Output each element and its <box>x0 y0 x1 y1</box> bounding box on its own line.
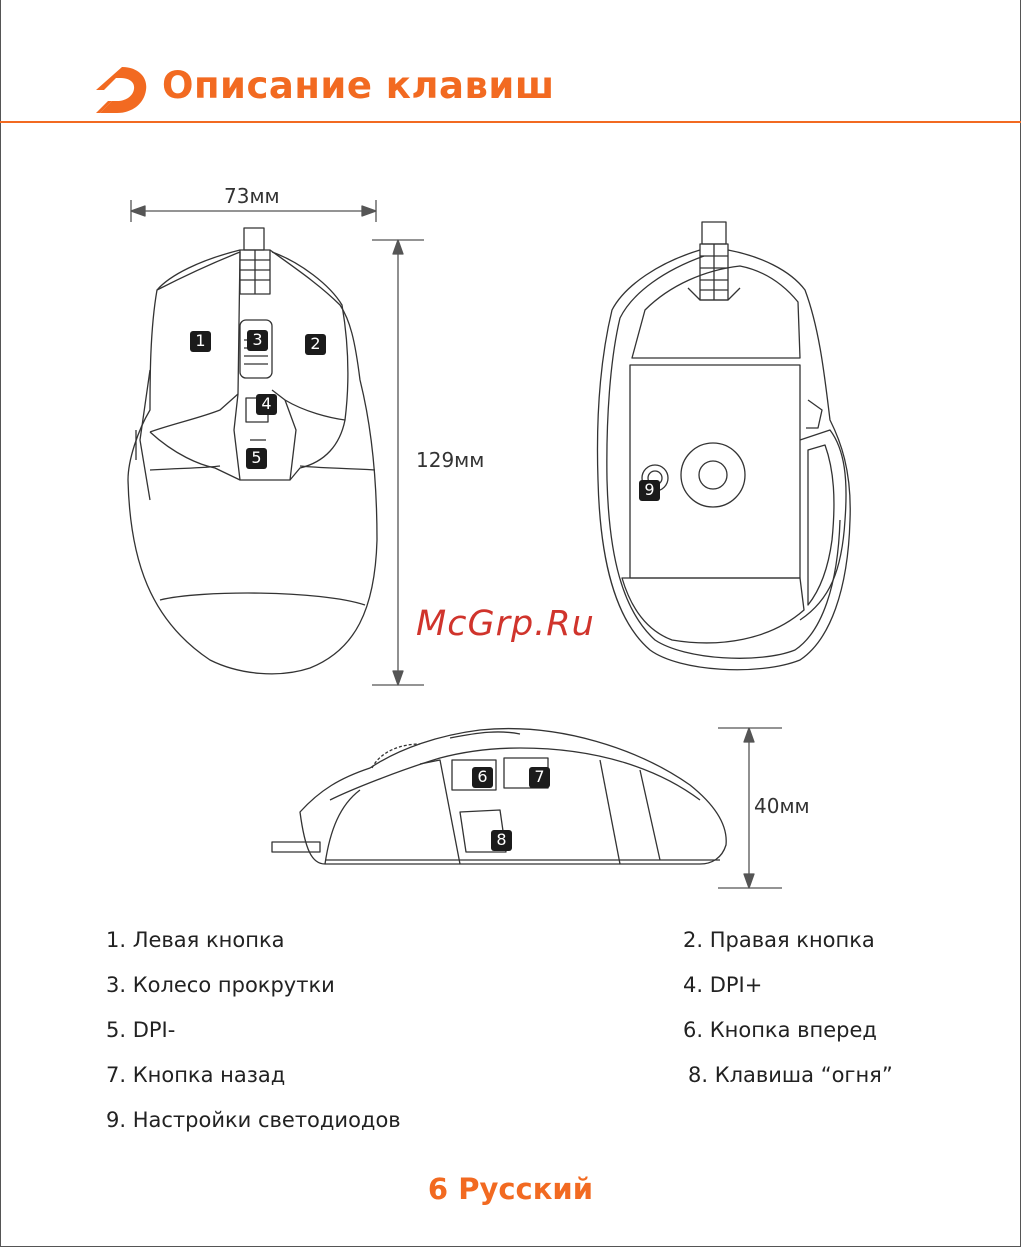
length-dimension-label: 129мм <box>416 448 485 472</box>
width-dimension-label: 73мм <box>224 184 280 208</box>
callout-badge-3: 3 <box>247 330 268 351</box>
legend-item-dpi-minus: 5. DPI- <box>106 1018 176 1042</box>
legend-item-forward-button: 6. Кнопка вперед <box>683 1018 877 1042</box>
callout-badge-5: 5 <box>246 448 267 469</box>
legend-item-right-button: 2. Правая кнопка <box>683 928 875 952</box>
legend-item-dpi-plus: 4. DPI+ <box>683 973 763 997</box>
callout-badge-7: 7 <box>529 767 550 788</box>
legend-item-left-button: 1. Левая кнопка <box>106 928 285 952</box>
legend-item-back-button: 7. Кнопка назад <box>106 1063 286 1087</box>
page-footer: 6 Русский <box>427 1172 594 1206</box>
callout-badge-6: 6 <box>472 767 493 788</box>
legend-item-led-settings: 9. Настройки светодиодов <box>106 1108 401 1132</box>
callout-badge-2: 2 <box>305 334 326 355</box>
mouse-bottom-view <box>598 222 851 670</box>
callout-badge-4: 4 <box>256 394 277 415</box>
callout-badge-1: 1 <box>190 331 211 352</box>
legend-item-fire-key: 8. Клавиша “огня” <box>688 1063 893 1087</box>
legend-item-scroll-wheel: 3. Колесо прокрутки <box>106 973 335 997</box>
callout-badge-8: 8 <box>491 830 512 851</box>
page-title: Описание клавиш <box>162 64 555 107</box>
height-dimension-label: 40мм <box>754 794 810 818</box>
callout-badge-9: 9 <box>639 480 660 501</box>
watermark-text: McGrp.Ru <box>416 604 595 644</box>
